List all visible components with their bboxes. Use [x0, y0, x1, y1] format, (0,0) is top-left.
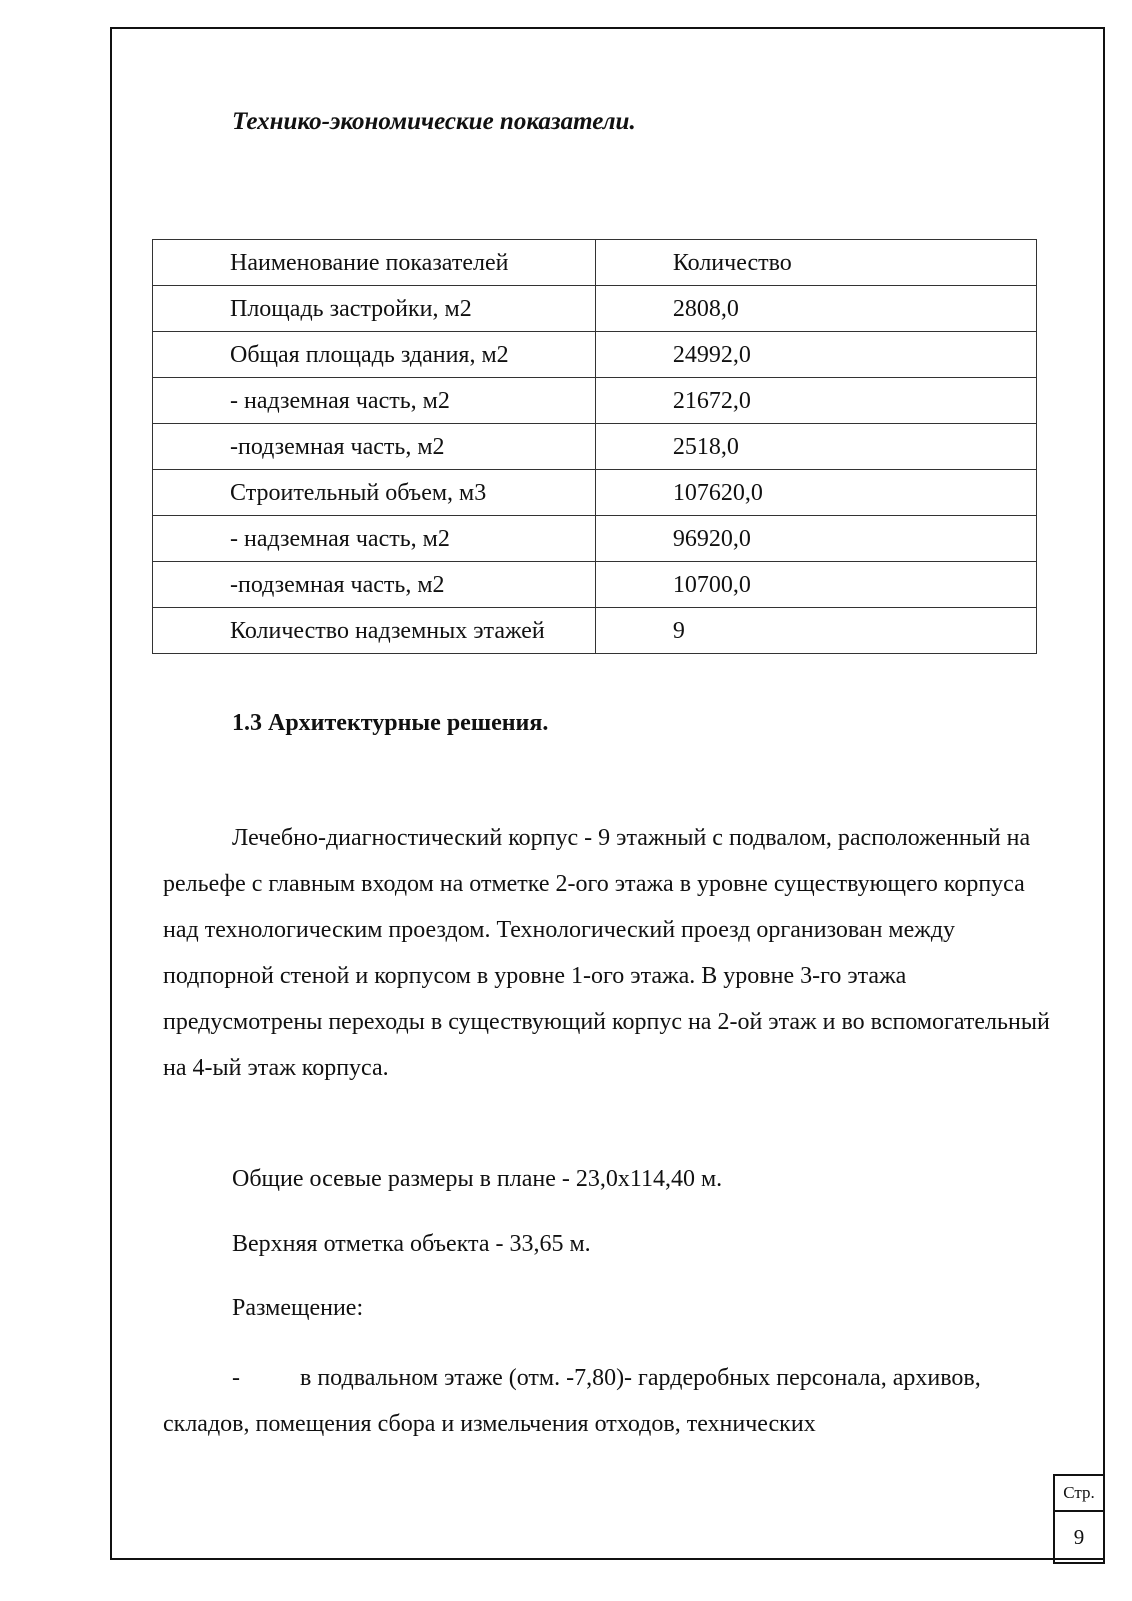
table-cell-name: -подземная часть, м2 [153, 562, 596, 608]
list-dash: - [232, 1365, 240, 1391]
table-header-cell: Наименование показателей [153, 240, 596, 286]
section-title: 1.3 Архитектурные решения. [232, 710, 549, 736]
table-cell-value: 107620,0 [595, 470, 1036, 516]
table-cell-name: Площадь застройки, м2 [153, 286, 596, 332]
table-cell-name: Количество надземных этажей [153, 608, 596, 654]
table-row [153, 562, 1037, 608]
table-cell-value: 9 [595, 608, 1036, 654]
paragraph-top-mark: Верхняя отметка объекта - 33,65 м. [232, 1231, 591, 1257]
paragraph-description: Лечебно-диагностический корпус - 9 этажный с подвалом, расположенный на рельефе с главным входом на отметке 2-ого этажа в уровне существующего корпуса над технологическим проездом. Технологический проезд организован между подпорной стеной и корпусом в уровне 1-ого этажа. В уровне 3-го этажа предусмотрены переходы в существующий корпус на 2-ой этаж и во вспомогательный на 4-ый этаж корпуса. [163, 825, 1050, 1081]
table-cell-value: 2808,0 [595, 286, 1036, 332]
table-row [153, 424, 1037, 470]
table-cell-name: Строительный объем, м3 [153, 470, 596, 516]
page-number-stamp [1053, 1474, 1105, 1564]
paragraph-placement: Размещение: [232, 1295, 364, 1321]
table-cell-value: 24992,0 [595, 332, 1036, 378]
table-row [153, 608, 1037, 654]
table-cell-value: 96920,0 [595, 516, 1036, 562]
table-row [153, 378, 1037, 424]
table-cell-value: 21672,0 [595, 378, 1036, 424]
table-cell-value: 2518,0 [595, 424, 1036, 470]
indicators-table [152, 239, 1037, 654]
list-item-text: в подвальном этаже (отм. -7,80)- гардеробных персонала, архивов, складов, помещения сбора и измельчения отходов, технических [163, 1365, 981, 1437]
table-header-cell: Количество [595, 240, 1036, 286]
indicators-heading: Технико-экономические показатели. [232, 108, 636, 135]
table-header-row [153, 240, 1037, 286]
table-cell-value: 10700,0 [595, 562, 1036, 608]
table-cell-name: Общая площадь здания, м2 [153, 332, 596, 378]
page-number: 9 [1073, 1525, 1085, 1549]
table-row [153, 286, 1037, 332]
table-row [153, 332, 1037, 378]
page-label: Стр. [1055, 1476, 1103, 1512]
paragraph-list-item [163, 1355, 1053, 1447]
table-cell-name: - надземная часть, м2 [153, 378, 596, 424]
table-row [153, 516, 1037, 562]
table-cell-name: -подземная часть, м2 [153, 424, 596, 470]
table-row [153, 470, 1037, 516]
table-cell-name: - надземная часть, м2 [153, 516, 596, 562]
paragraph-dimensions: Общие осевые размеры в плане - 23,0х114,40 м. [232, 1166, 723, 1192]
